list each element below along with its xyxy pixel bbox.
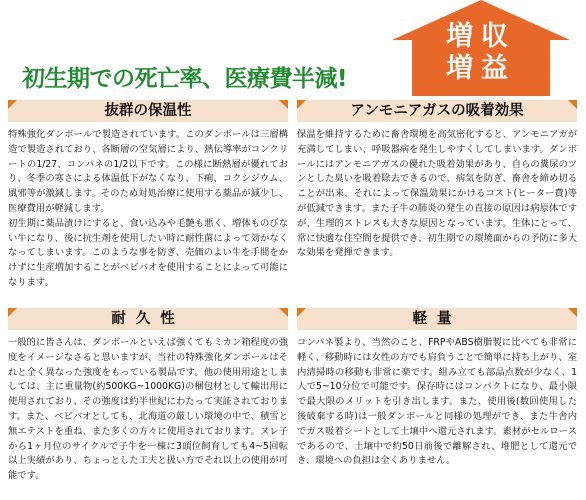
- section-heat-retention: [8, 100, 288, 291]
- section-ammonia-absorption: [297, 100, 577, 261]
- section-body: [297, 128, 577, 261]
- corner-accent: [297, 308, 306, 317]
- headline: 初生期での死亡率、医療費半減!: [22, 66, 347, 92]
- corner-accent: [279, 308, 288, 317]
- section-paragraph: 初生期に薬品漬けにすると、食い込みや毛艶も悪く、増体ものびない牛になり、後に抗生剤を使用したい時に耐性菌によって効かなくなってしまいます。このような事を防ぎ、売価のよい牛を手間をかけずに生産増加することがベビバオを使用することによって可能になります。: [8, 217, 288, 288]
- corner-accent: [568, 308, 577, 317]
- section-durability: [8, 308, 288, 484]
- banner-line2: 増益: [446, 53, 516, 84]
- section-title: 抜群の保温性: [104, 103, 192, 119]
- banner-line1: 増収: [446, 21, 516, 52]
- section-paragraph: コンパネ製より、当然のこと、FRPやABS樹脂製に比べても非常に軽く、移動時には女性の方でも肩負うことで簡単に持ち上がり、室内清掃時の移動も非常に楽です。組み立ても部品点数が少なく、1人で5~10分位で可能です。保存時にはコンパクトになり、最小限で最大限のメリットを引き出します。また、使用後(数回使用した後破棄する時)は一般ダンボールと同様の処理ができ、また牛舎内でガス吸着シートとして土壌中へ還元されます。素材がセルロースであるので、土壌中で約50日前後で離解され、堆肥として還元でき、環境への負担は全くありません。: [297, 337, 577, 467]
- section-header: [297, 100, 577, 122]
- section-paragraph: 一般的に皆さんは、ダンボールといえば強くてもミカン箱程度の強度をイメージなさると思いますが、当社の特殊強化ダンボールはそれと全く異なった強度をもっている製品です。他の使用用途としましては、主に重量物(約500KG~1000KG)の梱包材として輸出用に使用されており、その強度は約半世紀にわたって実証されております。また、ベビバオとしても、北海道の厳しい環境の中で、積雪と無エテストを重ね、また多くの方々に使用されております。ヌレ子から1ヶ月位のサイクルで子牛を一棟に3頭位飼育しても4~5回転以上実績があり、ちょっとした工夫と扱い方でそれ以上の使用が可能です。: [8, 337, 288, 482]
- section-header: [297, 308, 577, 330]
- section-header: [8, 308, 288, 330]
- section-body: [297, 336, 577, 469]
- section-body: [8, 128, 288, 291]
- corner-accent: [568, 100, 577, 109]
- increase-arrow-banner: [392, 0, 570, 96]
- section-paragraph: 保温を維持するために畜舎環境を高気密化すると、アンモニアガが充満してしまい、呼吸器病を発生しやすくしてしまいます。ダンボールにはアンモニアガスの優れた吸着効果があり、自らの糞尿のツンとした臭いを吸着除去できるので、病気を防ぎ、畜舎を締め切ることが出来、それによって保温効果にかけるコスト(ヒーター費)等が低減できます。また子牛の肺炎の発生の直接の原因は病原体ですが、生理的ストレスも大きな原因となっています。生体にとって、常に快適な住空間を提供でき、初生期での環境面からの予防に多大な効果を発揮できます。: [297, 129, 577, 259]
- section-title: 軽量: [412, 311, 462, 327]
- corner-accent: [8, 308, 17, 317]
- corner-accent: [8, 100, 17, 109]
- section-lightweight: [297, 308, 577, 469]
- section-title: 耐久性: [111, 311, 185, 327]
- section-paragraph: 特殊強化ダンボールで製造されています。このダンボールは三層構造で製造されており、各断層の空気層により、熱伝導率がコンクリートの1/27、コンパネの1/2以下です。この様に断熱層が優れており、冬季の寒さによる体温低下がなくなり、下痢、コクシジウム、風邪等が激減します。そのため対処治療に使用する薬品が減少し、医療費用が軽減します。: [8, 129, 288, 214]
- section-title: アンモニアガスの吸着効果: [350, 103, 524, 119]
- corner-accent: [297, 100, 306, 109]
- corner-accent: [279, 100, 288, 109]
- section-header: [8, 100, 288, 122]
- section-body: [8, 336, 288, 484]
